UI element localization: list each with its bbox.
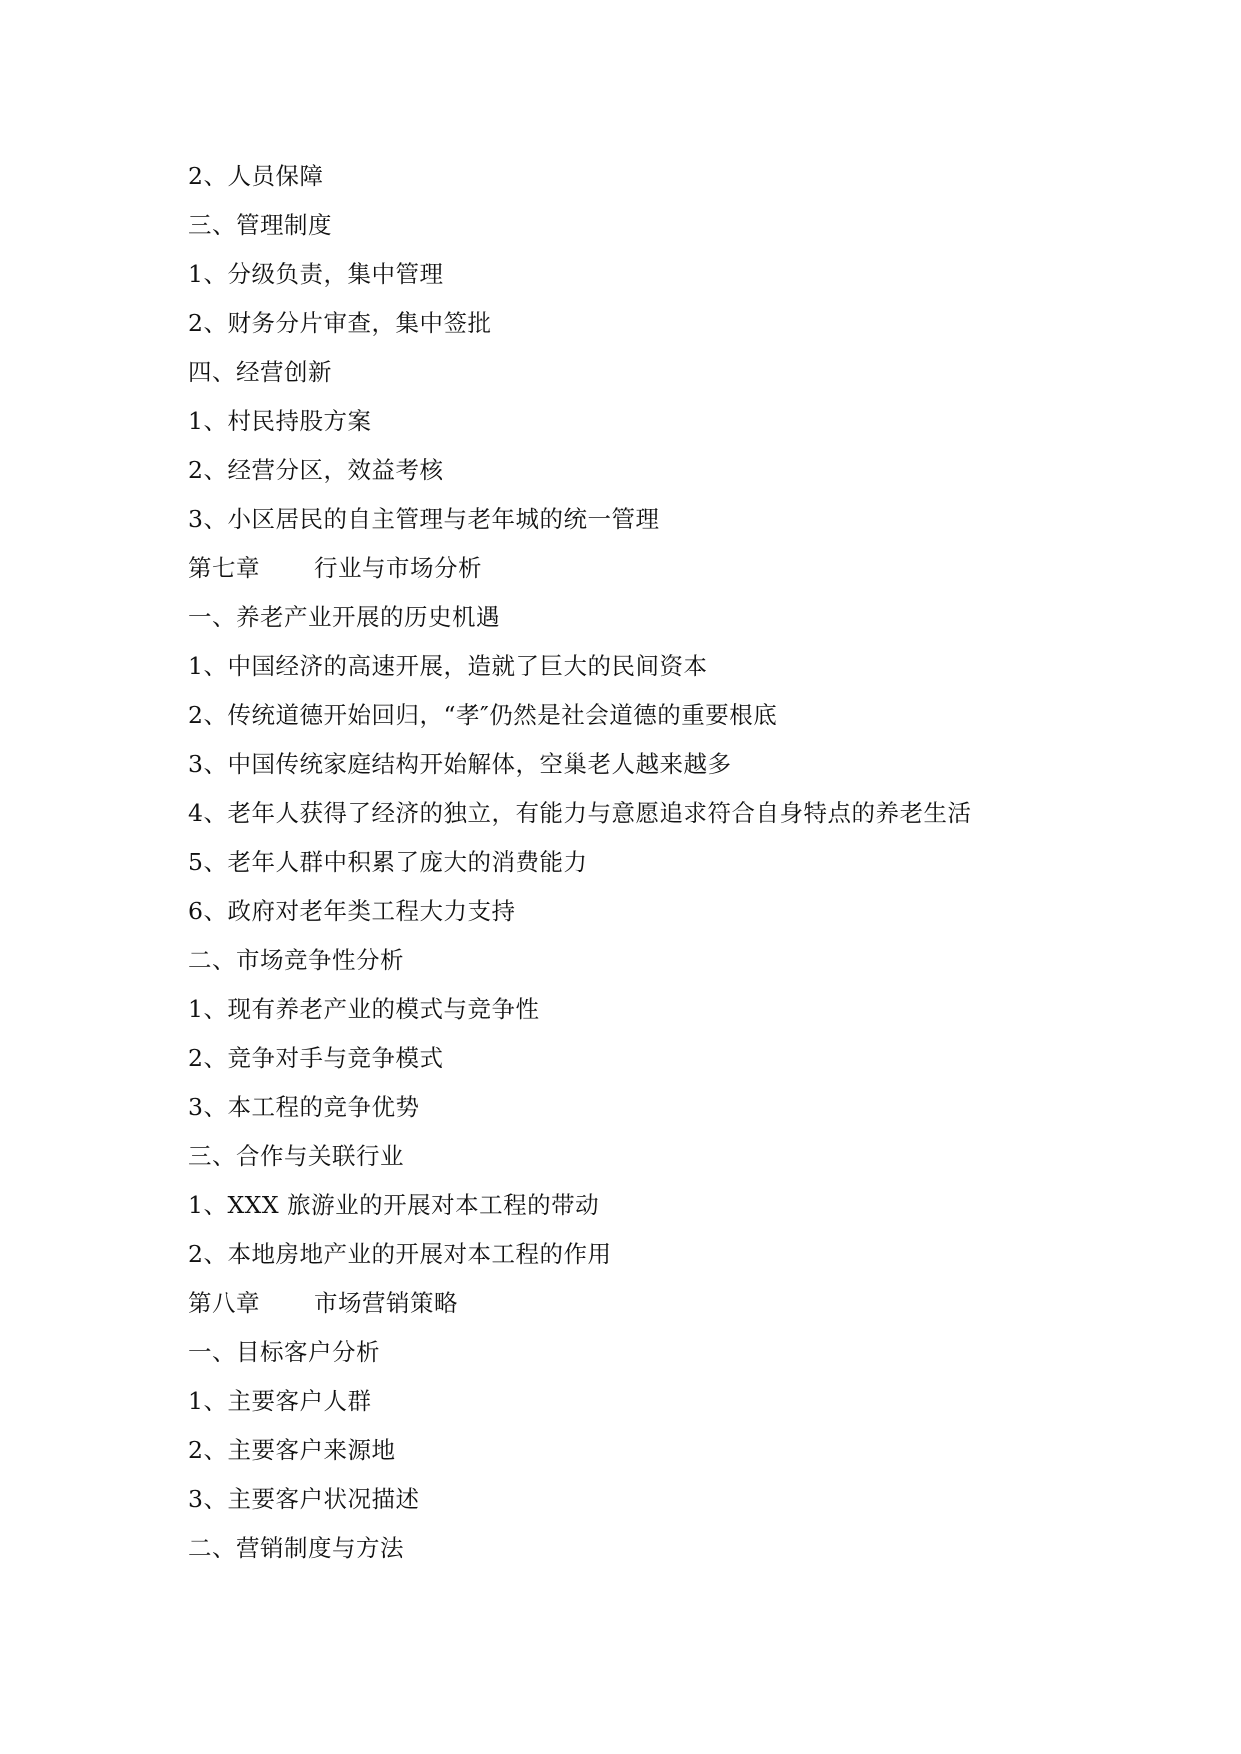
section-heading: 四、经营创新	[188, 358, 332, 386]
subsection-heading: 1、XXX 旅游业的开展对本工程的带动	[188, 1191, 600, 1219]
chapter-title: 市场营销策略	[314, 1289, 458, 1317]
chapter-number: 第八章	[188, 1289, 260, 1317]
subsection-heading: 1、主要客户人群	[188, 1387, 372, 1415]
chapter-heading-8	[188, 1279, 1088, 1328]
subsection-heading: 1、村民持股方案	[188, 407, 372, 435]
subsection-heading: 4、老年人获得了经济的独立，有能力与意愿追求符合自身特点的养老生活	[188, 799, 972, 827]
subsection-heading: 2、财务分片审查，集中签批	[188, 309, 492, 337]
subsection-heading: 2、人员保障	[188, 162, 324, 190]
subsection-heading: 3、本工程的竞争优势	[188, 1093, 420, 1121]
subsection-heading: 1、中国经济的高速开展，造就了巨大的民间资本	[188, 652, 708, 680]
subsection-heading: 3、中国传统家庭结构开始解体，空巢老人越来越多	[188, 750, 732, 778]
section-heading: 二、营销制度与方法	[188, 1534, 404, 1562]
section-heading: 二、市场竞争性分析	[188, 946, 404, 974]
subsection-heading: 2、主要客户来源地	[188, 1436, 396, 1464]
subsection-heading: 2、竞争对手与竞争模式	[188, 1044, 444, 1072]
chapter-number: 第七章	[188, 554, 260, 582]
subsection-heading: 5、老年人群中积累了庞大的消费能力	[188, 848, 588, 876]
subsection-heading: 2、本地房地产业的开展对本工程的作用	[188, 1240, 612, 1268]
section-heading: 三、合作与关联行业	[188, 1142, 404, 1170]
section-heading: 一、养老产业开展的历史机遇	[188, 603, 500, 631]
chapter-heading-7	[188, 544, 1088, 593]
section-heading: 三、管理制度	[188, 211, 332, 239]
subsection-heading: 1、分级负责，集中管理	[188, 260, 444, 288]
section-heading: 一、目标客户分析	[188, 1338, 380, 1366]
subsection-heading: 3、小区居民的自主管理与老年城的统一管理	[188, 505, 660, 533]
subsection-heading: 6、政府对老年类工程大力支持	[188, 897, 516, 925]
subsection-heading: 3、主要客户状况描述	[188, 1485, 420, 1513]
subsection-heading: 2、传统道德开始回归，“孝″仍然是社会道德的重要根底	[188, 701, 778, 729]
chapter-title: 行业与市场分析	[314, 554, 482, 582]
subsection-heading: 2、经营分区，效益考核	[188, 456, 444, 484]
document-body	[188, 152, 1088, 1573]
subsection-heading: 1、现有养老产业的模式与竞争性	[188, 995, 540, 1023]
